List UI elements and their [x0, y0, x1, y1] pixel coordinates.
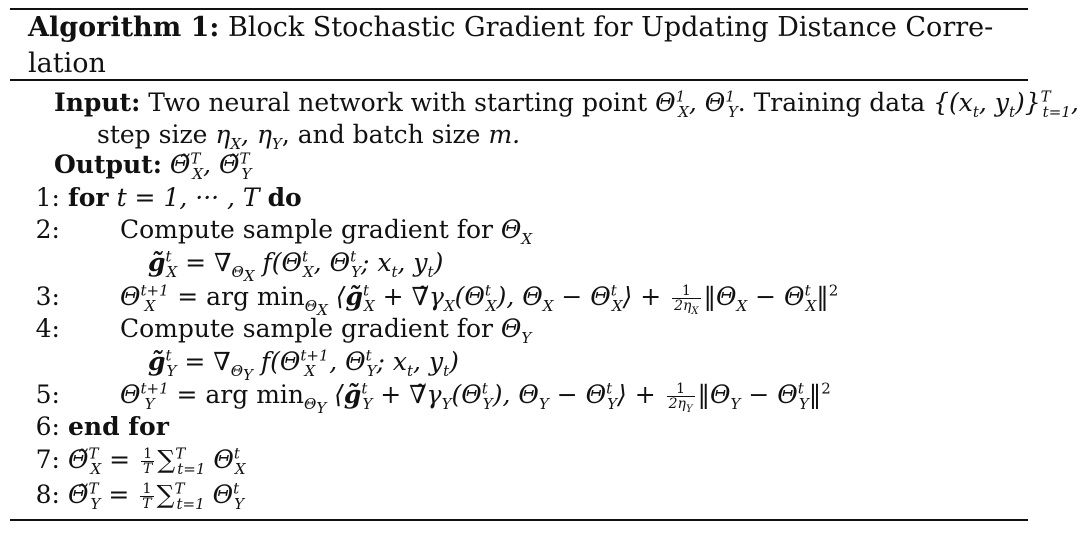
bottom-rule — [10, 519, 1028, 521]
input-text-b: . Training data — [737, 88, 926, 117]
line-number: 8: — [35, 480, 60, 509]
input-math-batch-size: m. — [488, 120, 521, 149]
input-text-d: , and batch size — [281, 120, 481, 149]
algo-line-2 — [30, 215, 533, 248]
algo-line-1 — [30, 183, 302, 213]
input-math-training-data: {($x_t$, $y_t)\}^T_{t=1}$, — [933, 87, 1079, 121]
input-text-c: step size — [97, 120, 208, 149]
line-2-math: $\Theta_X$ — [500, 215, 533, 248]
input-line-2 — [97, 120, 521, 153]
input-label: Input: — [54, 88, 141, 117]
line-4-math: $\Theta_Y$ — [500, 314, 532, 347]
output-label: Output: — [54, 150, 162, 179]
gradient-x-math: g̃$^t_X$ = $\nabla_{\Theta_X}$ $f(\Theta^t_X$, $\Theta^t_Y$; $x_t$, $y_t$) — [148, 247, 444, 285]
line-2-text: Compute sample gradient for — [120, 215, 493, 244]
input-text-a: Two neural network with starting point — [148, 88, 648, 117]
algo-line-6 — [30, 412, 169, 442]
caption-rule — [10, 79, 1028, 81]
algo-line-8 — [30, 480, 244, 511]
line-4-text: Compute sample gradient for — [120, 314, 493, 343]
line-number: 6: — [35, 412, 60, 441]
line-number: 2: — [35, 215, 60, 244]
algo-line-4 — [30, 314, 532, 347]
line-number: 3: — [35, 282, 60, 311]
input-math-step-size: $\eta_X$, $\eta_Y$ — [215, 120, 282, 153]
algorithm-title-line1: Block Stochastic Gradient for Updating Distance Corre- — [228, 12, 994, 43]
line-number: 1: — [35, 183, 60, 212]
line-number: 4: — [35, 314, 60, 343]
line-number: 5: — [35, 380, 60, 409]
keyword-end-for: end for — [68, 412, 169, 441]
line-number: 7: — [35, 445, 60, 474]
loop-range-math: t = 1, ··· , T — [116, 183, 260, 212]
algo-line-5 — [30, 379, 831, 417]
gradient-y-line — [148, 346, 459, 384]
algorithm-title-line2: lation — [28, 48, 106, 79]
gradient-y-math: g̃$^t_Y$ = $\nabla_{\Theta_Y}$ $f(\Theta^{t+1}_X$ , $\Theta^t_Y$; $x_t$, $y_t$) — [148, 346, 459, 384]
algorithm-label: Algorithm 1: — [28, 12, 220, 43]
line-8-math: Θ̃$^T_Y$ = $\frac{1}{T}$ ∑$^T_{t=1}$ $\Theta^t_Y$ — [68, 479, 245, 513]
algo-line-7 — [30, 445, 246, 476]
keyword-do: do — [267, 183, 302, 212]
keyword-for: for — [68, 183, 109, 212]
algo-line-3 — [30, 281, 839, 319]
input-line — [54, 87, 1079, 121]
gradient-x-line — [148, 247, 444, 285]
output-line — [54, 149, 252, 183]
output-math: Θ̃$^T_X$, Θ̃$^T_Y$ — [169, 149, 252, 183]
input-math-starting-point: $\Theta^1_X$, $\Theta^1_Y$ — [655, 87, 738, 121]
algorithm-caption — [28, 10, 1028, 82]
line-5-math: $\Theta^{t+1}_Y$ = arg $\min_{\Theta_Y}$ ⟨g̃$^t_Y$ + $\nablã\gamma_Y(\Theta^t_Y)$, $\Theta_Y$ − $\Theta^t_Y⟩$ + $\frac{1}{2\eta_Y}$ $‖\Theta_Y$ − $\Theta^t_Y‖^2$ — [120, 379, 831, 417]
line-7-math: Θ̃$^T_X$ = $\frac{1}{T}$ ∑$^T_{t=1}$ $\Theta^t_X$ — [68, 444, 246, 478]
line-3-math: $\Theta^{t+1}_X$ = arg $\min_{\Theta_X}$ ⟨g̃$^t_X$ + $\nablã\gamma_X(\Theta^t_X)$, $\Theta_X$ − $\Theta^t_X⟩$ + $\frac{1}{2\eta_X}$ $‖\Theta_X$ − $\Theta^t_X‖^2$ — [120, 281, 839, 319]
